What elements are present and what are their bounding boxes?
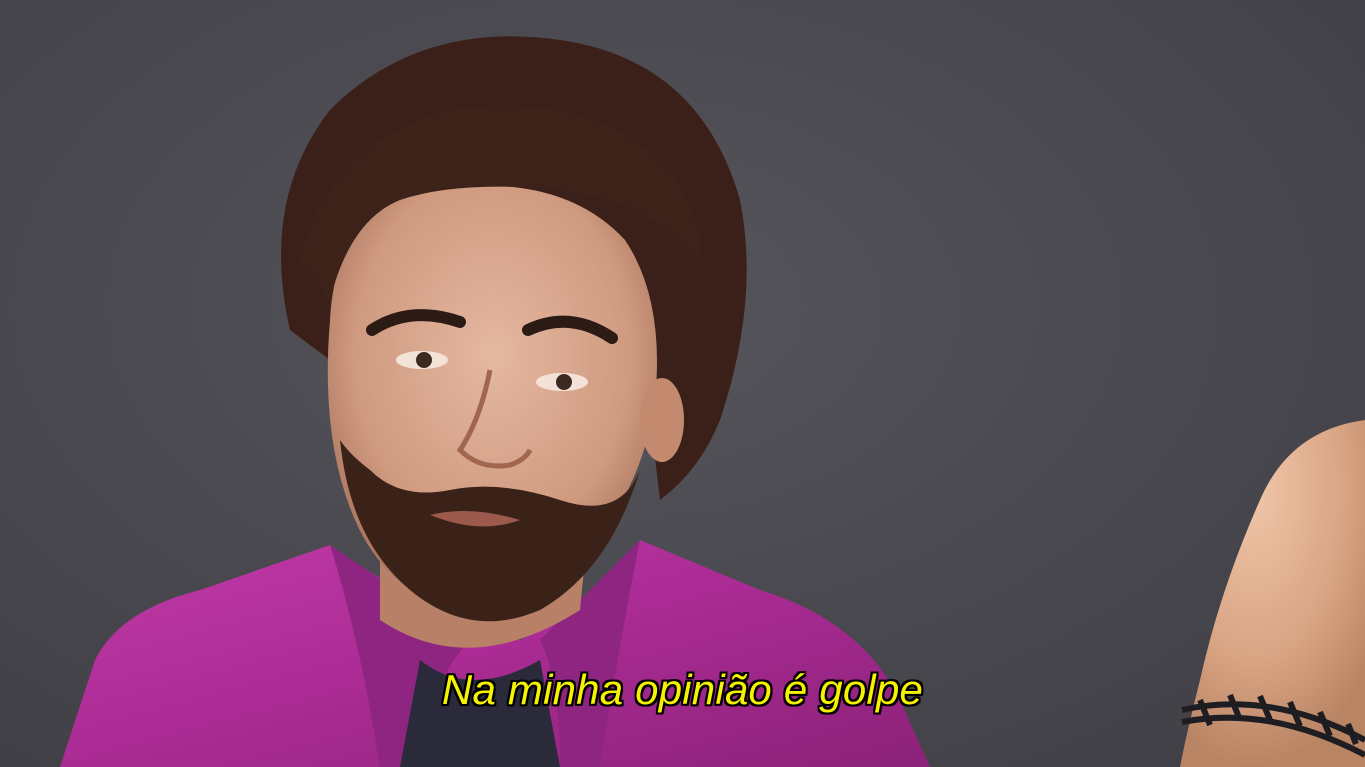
iris-left bbox=[416, 352, 432, 368]
ear bbox=[640, 378, 684, 462]
iris-right bbox=[556, 374, 572, 390]
video-subtitle: Na minha opinião é golpe bbox=[441, 666, 924, 713]
